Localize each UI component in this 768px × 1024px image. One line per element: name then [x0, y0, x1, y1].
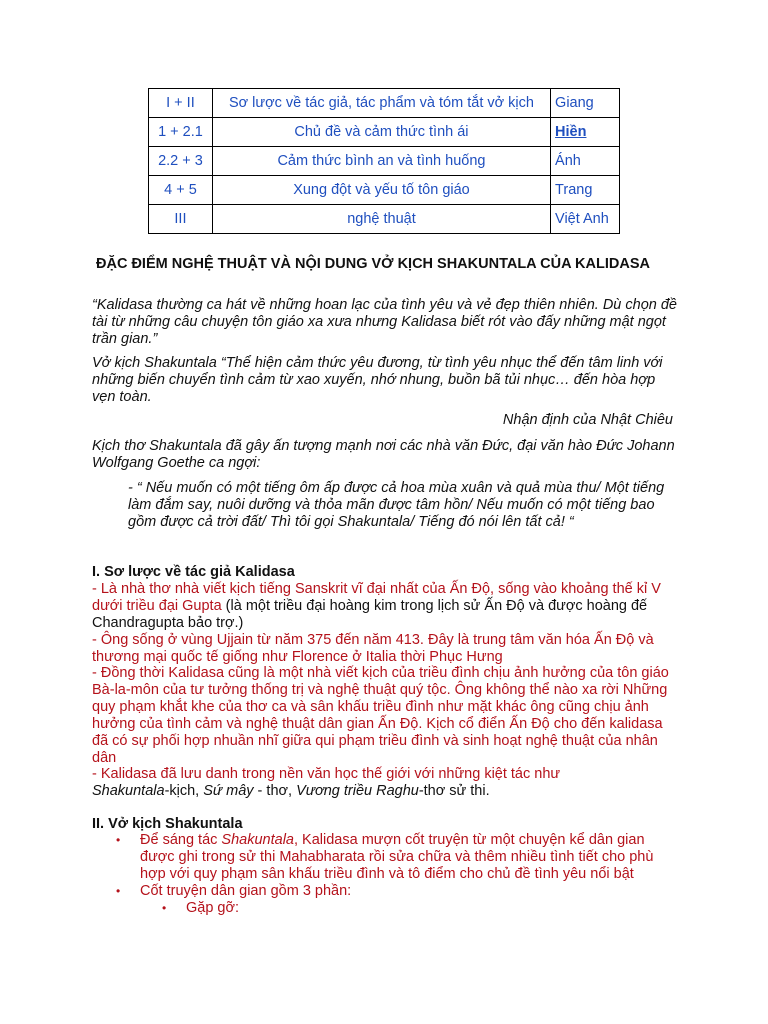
section-heading: II. Vở kịch Shakuntala	[92, 816, 243, 832]
table-cell-person: Ánh	[551, 147, 620, 176]
bullet-icon: •	[116, 884, 121, 898]
paragraph-text: -thơ sử thi.	[418, 783, 490, 799]
table-cell-person: Trang	[551, 176, 620, 205]
quote-paragraph: “Kalidasa thường ca hát về những hoan lạc của tình yêu và vẻ đẹp thiên nhiên. Dù chọn đề tài từ những câu chuyện tôn giáo xa xưa nhưng Kalidasa biết rót vào đấy những mật ngọt trần gian.”	[92, 297, 677, 347]
table-cell-part: I + II	[149, 89, 213, 118]
assignment-table	[148, 88, 620, 234]
bullet-icon: •	[162, 901, 167, 915]
table-row	[149, 89, 620, 118]
table-cell-topic: Sơ lược về tác giả, tác phẩm và tóm tắt vở kịch	[212, 89, 550, 118]
section-heading: I. Sơ lược về tác giả Kalidasa	[92, 564, 295, 580]
table-cell-person: Việt Anh	[551, 205, 620, 234]
list-item	[110, 832, 670, 883]
table-cell-person-link[interactable]: Hiền	[551, 118, 620, 147]
table-cell-topic: nghệ thuật	[212, 205, 550, 234]
paragraph: - Đồng thời Kalidasa cũng là một nhà viết kịch của triều đình chịu ảnh hưởng của tôn giáo Bà-la-môn của tư tưởng thống trị và nghệ thuật quý tộc. Ông không thể nào xa rời Những quy phạm khắt khe của thơ ca và sân khấu triều đình như mặt khác ông cũng chịu ảnh hưởng của tình cảm và nghệ thuật dân gian Ấn Độ. Kịch cổ điển Ấn Độ cho đến kalidasa đã có sự phối hợp nhuần nhĩ giữa qui phạm triều đình và sinh hoạt nghệ thuật của nhân dân	[92, 665, 669, 766]
paragraph	[92, 581, 682, 632]
table-cell-topic: Cảm thức bình an và tình huống	[212, 147, 550, 176]
paragraph	[92, 766, 682, 800]
paragraph-text: (là một triều đại hoàng kim trong lịch sử Ấn Độ và được hoàng đế Chandragupta bảo trợ.)	[92, 598, 648, 631]
paragraph-text: - thơ,	[253, 783, 297, 799]
table-row	[149, 147, 620, 176]
table-cell-topic: Xung đột và yếu tố tôn giáo	[212, 176, 550, 205]
table-cell-person: Giang	[551, 89, 620, 118]
table-row	[149, 205, 620, 234]
table-row	[149, 118, 620, 147]
work-title: Shakuntala	[92, 783, 165, 799]
quote-attribution: Nhận định của Nhật Chiêu	[502, 412, 673, 428]
document-title: ĐẶC ĐIỂM NGHỆ THUẬT VÀ NỘI DUNG VỞ KỊCH SHAKUNTALA CỦA KALIDASA	[96, 256, 650, 272]
table-cell-topic: Chủ đề và cảm thức tình ái	[212, 118, 550, 147]
table-cell-part: 1 + 2.1	[149, 118, 213, 147]
list-item-text: , Kalidasa mượn cốt truyện từ một chuyện kể dân gian được ghi trong sử thi Mahabharata rồi sửa chữa và thêm nhiều tình tiết cho phù hợp với quy phạm sân khấu triều đình và tô điểm cho chủ đề tình yêu nổi bật	[140, 832, 654, 882]
list-item	[156, 900, 670, 917]
goethe-quote: - “ Nếu muốn có một tiếng ôm ấp được cả hoa mùa xuân và quả mùa thu/ Một tiếng làm đắm say, nuôi dưỡng và thỏa mãn được tâm hồn/ Nếu muốn có một tiếng bao gồm được cả trời đất/ Thì tôi gọi Shakuntala/ Tiếng đó nói lên tất cả! “	[128, 480, 665, 530]
quote-paragraph: Kịch thơ Shakuntala đã gây ấn tượng mạnh nơi các nhà văn Đức, đại văn hào Đức Johann Wolfgang Goethe ca ngợi:	[92, 438, 675, 471]
bullet-list	[110, 832, 670, 917]
list-item-text: Cốt truyện dân gian gồm 3 phần:	[140, 883, 352, 899]
quote-paragraph: Vở kịch Shakuntala “Thể hiện cảm thức yêu đương, từ tình yêu nhục thể đến tâm linh với những biến chuyển tình cảm từ xao xuyến, nhớ nhung, buồn bã tủi nhục… đến hòa hợp vẹn toàn.	[92, 355, 663, 405]
list-item	[110, 883, 670, 917]
paragraph-text: - Kalidasa đã lưu danh trong nền văn học thế giới với những kiệt tác như	[92, 766, 561, 782]
table-cell-part: 2.2 + 3	[149, 147, 213, 176]
paragraph: - Ông sống ở vùng Ujjain từ năm 375 đến năm 413. Đây là trung tâm văn hóa Ấn Độ và thương mại quốc tế giống như Florence ở Italia thời Phục Hưng	[92, 632, 654, 665]
nested-bullet-list	[140, 900, 670, 917]
table-row	[149, 176, 620, 205]
list-item-text: Để sáng tác	[140, 832, 222, 848]
work-title: Vương triều Raghu	[296, 783, 419, 799]
list-item-text: Gặp gỡ:	[186, 900, 240, 916]
table-cell-part: III	[149, 205, 213, 234]
bullet-icon: •	[116, 833, 121, 847]
table-cell-part: 4 + 5	[149, 176, 213, 205]
paragraph-text: - Là nhà thơ nhà viết kịch tiếng Sanskrit vĩ đại nhất của Ấn Độ, sống vào khoảng thế kỉ V dưới triều đại Gupta	[92, 581, 661, 614]
paragraph-text: -kịch,	[164, 783, 204, 799]
work-title: Shakuntala	[221, 832, 294, 848]
work-title: Sứ mây	[203, 783, 254, 799]
